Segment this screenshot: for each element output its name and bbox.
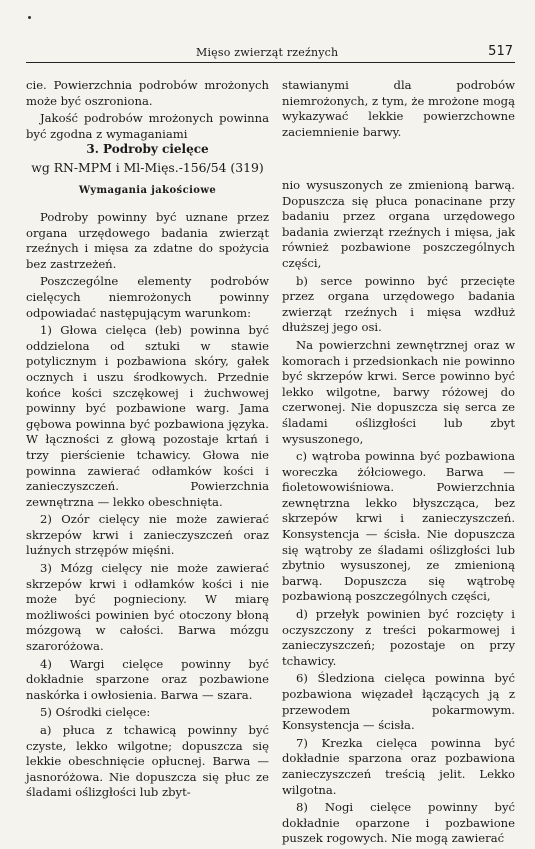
paragraph: 6) Śledziona cielęca powinna być pozbawiona więzadeł łączących ją z przewodem pokarmowym. Konsystencja — ścisła.	[282, 671, 515, 733]
print-speck	[28, 16, 31, 19]
paragraph: Podroby powinny być uznane przez organa urzędowego badania zwierząt rzeźnych i mięsa za zdatne do spożycia bez zastrzeżeń.	[26, 210, 269, 271]
paragraph: 5) Ośrodki cielęce:	[40, 705, 151, 720]
paragraph: 8) Nogi cielęce powinny być dokładnie oparzone i pozbawione puszek rogowych. Nie mogą zawierać	[282, 800, 515, 846]
paragraph: stawianymi dla podrobów niemrożonych, z tym, że mrożone mogą wykazywać lekkie powierzchowne zaciemnienie barwy.	[282, 78, 515, 139]
running-title: Mięso zwierząt rzeźnych	[196, 46, 339, 59]
paragraph: 4) Wargi cielęce powinny być dokładnie sparzone oraz pozbawione naskórka i owłosienia. Barwa — szara.	[26, 656, 269, 702]
section-heading: 3. Podroby cielęce	[86, 142, 209, 156]
paragraph: nio wysuszonych ze zmienioną barwą. Dopuszcza się płuca ponacinane przy badaniu przez organa urzędowego badania zwierząt rzeźnych i mięsa, jak również pozbawione poszczególnych części,	[282, 178, 515, 270]
paragraph: Na powierzchni zewnętrznej oraz w komorach i przedsionkach nie powinno być skrzepów krwi. Serce powinno być lekko wilgotne, barwy różowej do czerwonej. Nie dopuszcza się serca ze śladami oślizgłości lub zbyt wysuszonego,	[282, 337, 515, 446]
paragraph: b) serce powinno być przecięte przez organa urzędowego badania zwierząt rzeźnych i mięsa wzdłuż dłuższej jego osi.	[282, 273, 515, 335]
page-number: 517	[488, 44, 513, 59]
left-column	[26, 210, 269, 803]
paragraph: Jakość podrobów mrożonych powinna być zgodna z wymaganiami	[26, 111, 269, 141]
paragraph: cie. Powierzchnia podrobów mrożonych może być oszroniona.	[26, 78, 269, 108]
paragraph: 7) Krezka cielęca powinna być dokładnie sparzona oraz pozbawiona zanieczyszczeń treścią jelit. Lekko wilgotna.	[282, 735, 515, 797]
top-right-column	[282, 78, 515, 142]
paragraph: 3) Mózg cielęcy nie może zawierać skrzepów krwi i odłamków kości i nie może być pognieciony. W miarę możliwości powinien być otoczony błoną mózgową w całości. Barwa mózgu szaroróżowa.	[26, 561, 269, 654]
paragraph: Poszczególne elementy podrobów cielęcych niemrożonych powinny odpowiadać następującym warunkom:	[26, 274, 269, 320]
right-column	[282, 178, 515, 849]
section-block	[26, 134, 269, 203]
running-header	[26, 42, 515, 63]
subheading: Wymagania jakościowe	[78, 185, 217, 197]
paragraph: 1) Głowa cielęca (łeb) powinna być oddzielona od sztuki w stawie potylicznym i pozbawiona skóry, gałek ocznych i uszu środkowych. Przednie końce kości szczękowej i żuchwowej powinny być pozbawione warg. Jama gębowa powinna być pozbawiona języka. W łączności z głową pozostaje krtań i trzy pierścienie tchawicy. Głowa nie powinna zawierać odłamków kości i zanieczyszczeń. Powierzchnia zewnętrzna — lekko obeschnięta.	[26, 323, 269, 509]
paragraph: d) przełyk powinien być rozcięty i oczyszczony z treści pokarmowej i zanieczyszczeń; pozostaje on przy tchawicy.	[282, 607, 515, 668]
paragraph: a) płuca z tchawicą powinny być czyste, lekko wilgotne; dopuszcza się lekkie obeschnięcie opłucnej. Barwa — jasnoróżowa. Nie dopuszcza się płuc ze śladami oślizgłości lub zbyt-	[26, 723, 269, 800]
paragraph: 2) Ozór cielęcy nie może zawierać skrzepów krwi i zanieczyszczeń oraz luźnych strzępów mięśni.	[26, 512, 269, 558]
paragraph: c) wątroba powinna być pozbawiona woreczka żółciowego. Barwa — fioletowowiśniowa. Powierzchnia zewnętrzna lekko błyszcząca, bez skrzepów krwi i zanieczyszczeń. Konsystencja — ścisła. Nie dopuszcza się wątroby ze śladami oślizgłości lub zbytnio wysuszonej, ze zmienioną barwą. Dopuszcza się wątrobę pozbawioną poszczególnych części,	[282, 449, 515, 604]
standard-reference: wg RN-MPM i Ml-Mięs.-156/54 (319)	[31, 159, 264, 175]
